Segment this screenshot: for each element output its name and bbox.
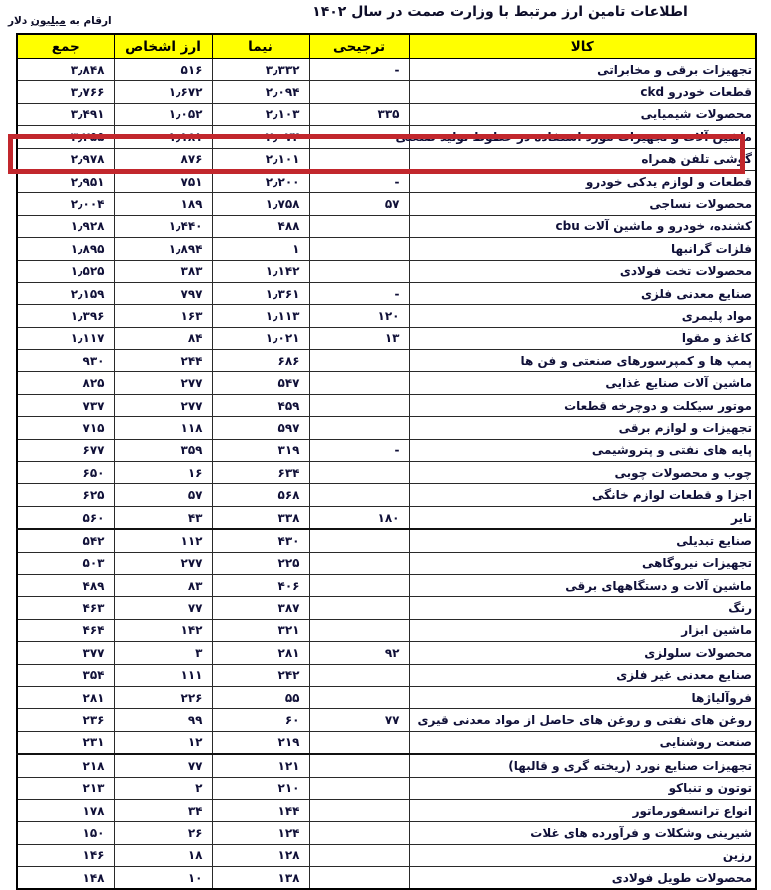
personal-currency-value-cell: ۱٫۱۸۱ [114,126,212,148]
preferential-value-cell [309,777,409,799]
table-row [17,215,756,237]
nima-value-cell: ۲٫۱۰۳ [212,103,309,125]
personal-currency-value-cell: ۲۷۷ [114,372,212,394]
nima-value-cell: ۱ [212,238,309,260]
total-value-cell: ۲۳۱ [17,731,114,754]
units-note-underlined: میلیون [30,15,66,27]
nima-value-cell: ۱٫۷۵۸ [212,193,309,215]
goods-name-cell: تجهیزات و لوازم برقی [409,417,756,439]
nima-value-cell: ۶۰ [212,709,309,731]
table-row [17,777,756,799]
total-value-cell: ۶۲۵ [17,484,114,506]
table-row [17,731,756,754]
table-row [17,867,756,890]
table-row [17,552,756,574]
nima-value-cell: ۲٫۱۰۱ [212,148,309,170]
personal-currency-value-cell: ۲۲۶ [114,686,212,708]
col-header-goods: کالا [409,34,756,59]
nima-value-cell: ۴۰۶ [212,574,309,596]
table-row [17,597,756,619]
goods-name-cell: کاغذ و مقوا [409,327,756,349]
personal-currency-value-cell: ۱٫۰۵۲ [114,103,212,125]
preferential-value-cell [309,664,409,686]
total-value-cell: ۸۲۵ [17,372,114,394]
goods-name-cell: تجهیزات صنایع نورد (ریخته گری و قالبها) [409,754,756,777]
total-value-cell: ۱۵۰ [17,822,114,844]
nima-value-cell: ۲۱۹ [212,731,309,754]
table-row [17,394,756,416]
goods-name-cell: ماشین آلات و تجهیزات مورد استفاده در خطوط تولید صنعتی [409,126,756,148]
table-row [17,282,756,304]
goods-name-cell: پمپ ها و کمپرسورهای صنعتی و فن ها [409,350,756,372]
goods-name-cell: محصولات شیمیایی [409,103,756,125]
goods-name-cell: تجهیزات برقی و مخابراتی [409,59,756,81]
table-row [17,238,756,260]
table-row [17,506,756,529]
preferential-value-cell [309,686,409,708]
highlight-box-mobile-phone-row [8,134,745,174]
table-row [17,686,756,708]
total-value-cell: ۲۱۸ [17,754,114,777]
preferential-value-cell: ۳۳۵ [309,103,409,125]
table-row [17,799,756,821]
total-value-cell: ۲۸۱ [17,686,114,708]
total-value-cell: ۴۸۹ [17,574,114,596]
total-value-cell: ۱٫۸۹۵ [17,238,114,260]
personal-currency-value-cell: ۹۹ [114,709,212,731]
preferential-value-cell: - [309,282,409,304]
goods-name-cell: محصولات طویل فولادی [409,867,756,890]
total-value-cell: ۵۰۳ [17,552,114,574]
total-value-cell: ۲۳۶ [17,709,114,731]
nima-value-cell: ۴۳۰ [212,529,309,552]
personal-currency-value-cell: ۲۴۴ [114,350,212,372]
personal-currency-value-cell: ۱٫۶۷۲ [114,81,212,103]
nima-value-cell: ۳٫۳۳۲ [212,59,309,81]
personal-currency-value-cell: ۷۷ [114,597,212,619]
total-value-cell: ۶۵۰ [17,462,114,484]
nima-value-cell: ۵۶۸ [212,484,309,506]
table-row [17,350,756,372]
nima-value-cell: ۴۸۸ [212,215,309,237]
table-row [17,372,756,394]
preferential-value-cell: - [309,59,409,81]
preferential-value-cell [309,822,409,844]
goods-name-cell: قطعات و لوازم یدکی خودرو [409,170,756,192]
preferential-value-cell [309,394,409,416]
personal-currency-value-cell: ۲۶ [114,822,212,844]
table-row [17,260,756,282]
goods-name-cell: چوب و محصولات چوبی [409,462,756,484]
preferential-value-cell [309,731,409,754]
table-row [17,574,756,596]
goods-name-cell: توتون و تنباکو [409,777,756,799]
goods-name-cell: محصولات سلولزی [409,642,756,664]
goods-name-cell: صنعت روشنایی [409,731,756,754]
personal-currency-value-cell: ۸۷۶ [114,148,212,170]
personal-currency-value-cell: ۲۷۷ [114,552,212,574]
total-value-cell: ۱٫۳۹۶ [17,305,114,327]
total-value-cell: ۷۳۷ [17,394,114,416]
total-value-cell: ۴۶۳ [17,597,114,619]
preferential-value-cell [309,867,409,890]
preferential-value-cell: - [309,439,409,461]
goods-name-cell: صنایع تبدیلی [409,529,756,552]
goods-name-cell: شیرینی وشکلات و فرآورده های غلات [409,822,756,844]
nima-value-cell: ۱٫۳۶۱ [212,282,309,304]
goods-name-cell: موتور سیکلت و دوچرخه قطعات [409,394,756,416]
personal-currency-value-cell: ۱۴۲ [114,619,212,641]
goods-name-cell: پایه های نفتی و پتروشیمی [409,439,756,461]
preferential-value-cell [309,417,409,439]
goods-name-cell: محصولات نساجی [409,193,756,215]
nima-value-cell: ۳۳۸ [212,506,309,529]
personal-currency-value-cell: ۷۵۱ [114,170,212,192]
total-value-cell: ۳٫۲۵۵ [17,126,114,148]
goods-name-cell: ماشین ابزار [409,619,756,641]
preferential-value-cell: ۷۷ [309,709,409,731]
total-value-cell: ۱٫۱۱۷ [17,327,114,349]
preferential-value-cell [309,215,409,237]
preferential-value-cell [309,597,409,619]
table-row [17,193,756,215]
preferential-value-cell [309,372,409,394]
total-value-cell: ۶۷۷ [17,439,114,461]
preferential-value-cell [309,799,409,821]
nima-value-cell: ۴۵۹ [212,394,309,416]
total-value-cell: ۲٫۰۰۴ [17,193,114,215]
total-value-cell: ۳۷۷ [17,642,114,664]
goods-name-cell: فلزات گرانبها [409,238,756,260]
preferential-value-cell [309,844,409,866]
goods-name-cell: رزین [409,844,756,866]
preferential-value-cell [309,350,409,372]
preferential-value-cell: ۱۸۰ [309,506,409,529]
preferential-value-cell [309,529,409,552]
goods-name-cell: رنگ [409,597,756,619]
personal-currency-value-cell: ۱٫۴۴۰ [114,215,212,237]
personal-currency-value-cell: ۱۸ [114,844,212,866]
nima-value-cell: ۱۳۸ [212,867,309,890]
nima-value-cell: ۱۲۱ [212,754,309,777]
units-note [8,15,112,27]
goods-name-cell: اجزا و قطعات لوازم خانگی [409,484,756,506]
table-header-row [17,34,756,59]
nima-value-cell: ۳۱۹ [212,439,309,461]
personal-currency-value-cell: ۱٫۸۹۴ [114,238,212,260]
total-value-cell: ۳٫۷۶۶ [17,81,114,103]
nima-value-cell: ۱٫۰۲۱ [212,327,309,349]
total-value-cell: ۲٫۹۷۸ [17,148,114,170]
preferential-value-cell: ۹۲ [309,642,409,664]
nima-value-cell: ۵۴۷ [212,372,309,394]
nima-value-cell: ۲۲۵ [212,552,309,574]
preferential-value-cell [309,754,409,777]
total-value-cell: ۷۱۵ [17,417,114,439]
table-row [17,327,756,349]
col-header-personal-currency: ارز اشخاص [114,34,212,59]
personal-currency-value-cell: ۱۱۱ [114,664,212,686]
personal-currency-value-cell: ۱۲ [114,731,212,754]
goods-name-cell: انواع ترانسفورماتور [409,799,756,821]
goods-name-cell: فروآلیاژها [409,686,756,708]
preferential-value-cell [309,81,409,103]
total-value-cell: ۱۴۶ [17,844,114,866]
nima-value-cell: ۱٫۱۴۲ [212,260,309,282]
table-row [17,642,756,664]
personal-currency-value-cell: ۷۹۷ [114,282,212,304]
table-row [17,754,756,777]
table-row [17,619,756,641]
table-row [17,484,756,506]
total-value-cell: ۱۴۸ [17,867,114,890]
nima-value-cell: ۱۴۴ [212,799,309,821]
nima-value-cell: ۲۱۰ [212,777,309,799]
col-header-preferential: ترجیحی [309,34,409,59]
table-row [17,439,756,461]
table-row [17,305,756,327]
preferential-value-cell: ۵۷ [309,193,409,215]
col-header-nima: نیما [212,34,309,59]
table-row [17,822,756,844]
goods-name-cell: محصولات تخت فولادی [409,260,756,282]
total-value-cell: ۵۶۰ [17,506,114,529]
table-row [17,59,756,81]
preferential-value-cell [309,619,409,641]
personal-currency-value-cell: ۸۴ [114,327,212,349]
page-title: اطلاعات تامین ارز مرتبط با وزارت صمت در سال ۱۴۰۲ [312,4,688,20]
personal-currency-value-cell: ۱۰ [114,867,212,890]
nima-value-cell: ۱۲۸ [212,844,309,866]
personal-currency-value-cell: ۴۳ [114,506,212,529]
table-row [17,844,756,866]
preferential-value-cell [309,552,409,574]
personal-currency-value-cell: ۳۴ [114,799,212,821]
preferential-value-cell: ۱۳ [309,327,409,349]
nima-value-cell: ۲٫۰۹۴ [212,81,309,103]
table-row [17,81,756,103]
goods-name-cell: صنایع معدنی فلزی [409,282,756,304]
personal-currency-value-cell: ۳ [114,642,212,664]
goods-name-cell: ماشین آلات و دستگاههای برقی [409,574,756,596]
total-value-cell: ۲۱۳ [17,777,114,799]
total-value-cell: ۲٫۹۵۱ [17,170,114,192]
table-row [17,709,756,731]
goods-name-cell: تجهیزات نیروگاهی [409,552,756,574]
personal-currency-value-cell: ۱۱۲ [114,529,212,552]
total-value-cell: ۹۳۰ [17,350,114,372]
total-value-cell: ۱٫۹۲۸ [17,215,114,237]
nima-value-cell: ۱۲۴ [212,822,309,844]
personal-currency-value-cell: ۲۷۷ [114,394,212,416]
nima-value-cell: ۵۹۷ [212,417,309,439]
personal-currency-value-cell: ۱۶ [114,462,212,484]
total-value-cell: ۳٫۴۹۱ [17,103,114,125]
nima-value-cell: ۲٫۰۷۴ [212,126,309,148]
personal-currency-value-cell: ۸۳ [114,574,212,596]
nima-value-cell: ۲٫۲۰۰ [212,170,309,192]
preferential-value-cell: - [309,170,409,192]
personal-currency-value-cell: ۲ [114,777,212,799]
nima-value-cell: ۵۵ [212,686,309,708]
nima-value-cell: ۲۸۱ [212,642,309,664]
preferential-value-cell [309,462,409,484]
personal-currency-value-cell: ۱۶۳ [114,305,212,327]
preferential-value-cell [309,574,409,596]
table-row [17,664,756,686]
nima-value-cell: ۶۸۶ [212,350,309,372]
personal-currency-value-cell: ۱۱۸ [114,417,212,439]
total-value-cell: ۲٫۱۵۹ [17,282,114,304]
goods-name-cell: صنایع معدنی غیر فلزی [409,664,756,686]
goods-name-cell: روغن های نفتی و روغن های حاصل از مواد معدنی قیری [409,709,756,731]
nima-value-cell: ۱٫۱۱۳ [212,305,309,327]
total-value-cell: ۳٫۸۴۸ [17,59,114,81]
table-row [17,529,756,552]
personal-currency-value-cell: ۳۸۳ [114,260,212,282]
goods-name-cell: گوشی تلفن همراه [409,148,756,170]
goods-name-cell: ماشین آلات صنایع غذایی [409,372,756,394]
nima-value-cell: ۶۳۴ [212,462,309,484]
table-row [17,103,756,125]
nima-value-cell: ۳۲۱ [212,619,309,641]
col-header-total: جمع [17,34,114,59]
preferential-value-cell [309,238,409,260]
table-body [17,59,756,890]
table-row [17,462,756,484]
goods-name-cell: قطعات خودرو ckd [409,81,756,103]
goods-name-cell: کشنده، خودرو و ماشین آلات cbu [409,215,756,237]
total-value-cell: ۵۴۲ [17,529,114,552]
nima-value-cell: ۳۸۷ [212,597,309,619]
personal-currency-value-cell: ۷۷ [114,754,212,777]
preferential-value-cell: ۱۲۰ [309,305,409,327]
nima-value-cell: ۲۴۲ [212,664,309,686]
units-note-prefix: ارقام به [65,15,112,27]
total-value-cell: ۴۶۴ [17,619,114,641]
personal-currency-value-cell: ۱۸۹ [114,193,212,215]
total-value-cell: ۳۵۴ [17,664,114,686]
goods-name-cell: تایر [409,506,756,529]
goods-name-cell: مواد پلیمری [409,305,756,327]
total-value-cell: ۱۷۸ [17,799,114,821]
preferential-value-cell [309,260,409,282]
total-value-cell: ۱٫۵۲۵ [17,260,114,282]
preferential-value-cell [309,484,409,506]
units-note-suffix: دلار [8,15,31,27]
personal-currency-value-cell: ۳۵۹ [114,439,212,461]
personal-currency-value-cell: ۵۱۶ [114,59,212,81]
table-row [17,417,756,439]
personal-currency-value-cell: ۵۷ [114,484,212,506]
